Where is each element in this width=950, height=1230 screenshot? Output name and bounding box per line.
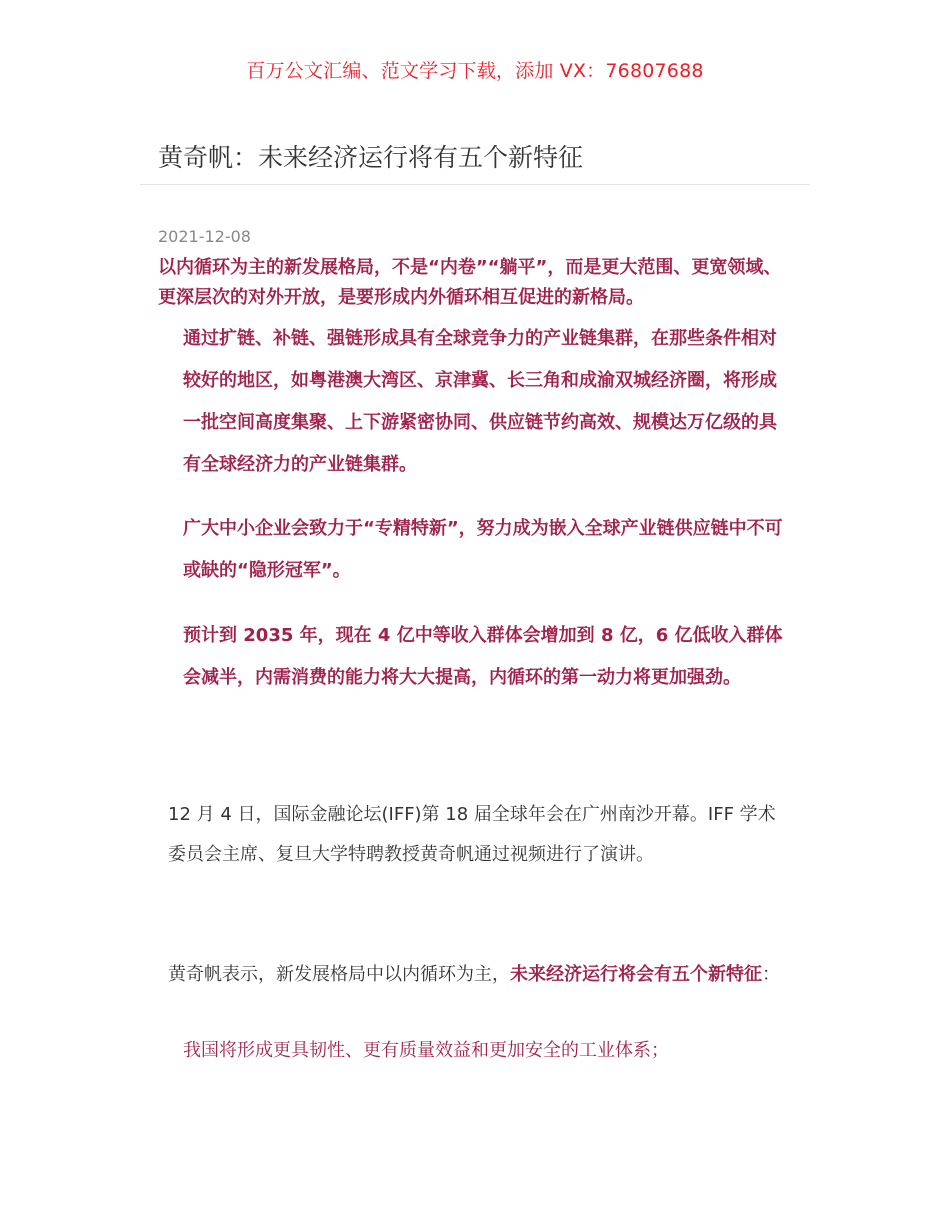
paragraph-five-features <box>168 955 788 995</box>
paragraph-five-features-prefix: 黄奇帆表示，新发展格局中以内循环为主， <box>168 964 510 985</box>
watermark-banner: 百万公文汇编、范文学习下载，添加 VX：76807688 <box>246 60 704 82</box>
quote-sme-champions: 广大中小企业会致力于“专精特新”，努力成为嵌入全球产业链供应链中不可或缺的“隐形冠军”。 <box>183 518 783 581</box>
feature-item-1: 我国将形成更具韧性、更有质量效益和更加安全的工业体系； <box>183 1040 669 1061</box>
quote-middle-income: 预计到 2035 年，现在 4 亿中等收入群体会增加到 8 亿，6 亿低收入群体会减半，内需消费的能力将大大提高，内循环的第一动力将更加强劲。 <box>183 625 783 688</box>
paragraph-five-features-highlight: 未来经济运行将会有五个新特征 <box>510 964 762 985</box>
article-title: 黄奇帆：未来经济运行将有五个新特征 <box>158 143 584 172</box>
title-divider <box>140 184 810 185</box>
quote-industrial-clusters: 通过扩链、补链、强链形成具有全球竞争力的产业链集群，在那些条件相对较好的地区，如粤港澳大湾区、京津冀、长三角和成渝双城经济圈，将形成一批空间高度集聚、上下游紧密协同、供应链节约高效、规模达万亿级的具有全球经济力的产业链集群。 <box>183 328 777 475</box>
publish-date: 2021-12-08 <box>158 227 251 246</box>
lead-summary: 以内循环为主的新发展格局，不是“内卷”“躺平”，而是更大范围、更宽领域、更深层次的对外开放，是要形成内外循环相互促进的新格局。 <box>158 257 782 308</box>
paragraph-event-intro: 12 月 4 日，国际金融论坛(IFF)第 18 届全球年会在广州南沙开幕。IFF 学术委员会主席、复旦大学特聘教授黄奇帆通过视频进行了演讲。 <box>168 804 776 865</box>
paragraph-five-features-suffix: ： <box>762 964 780 985</box>
